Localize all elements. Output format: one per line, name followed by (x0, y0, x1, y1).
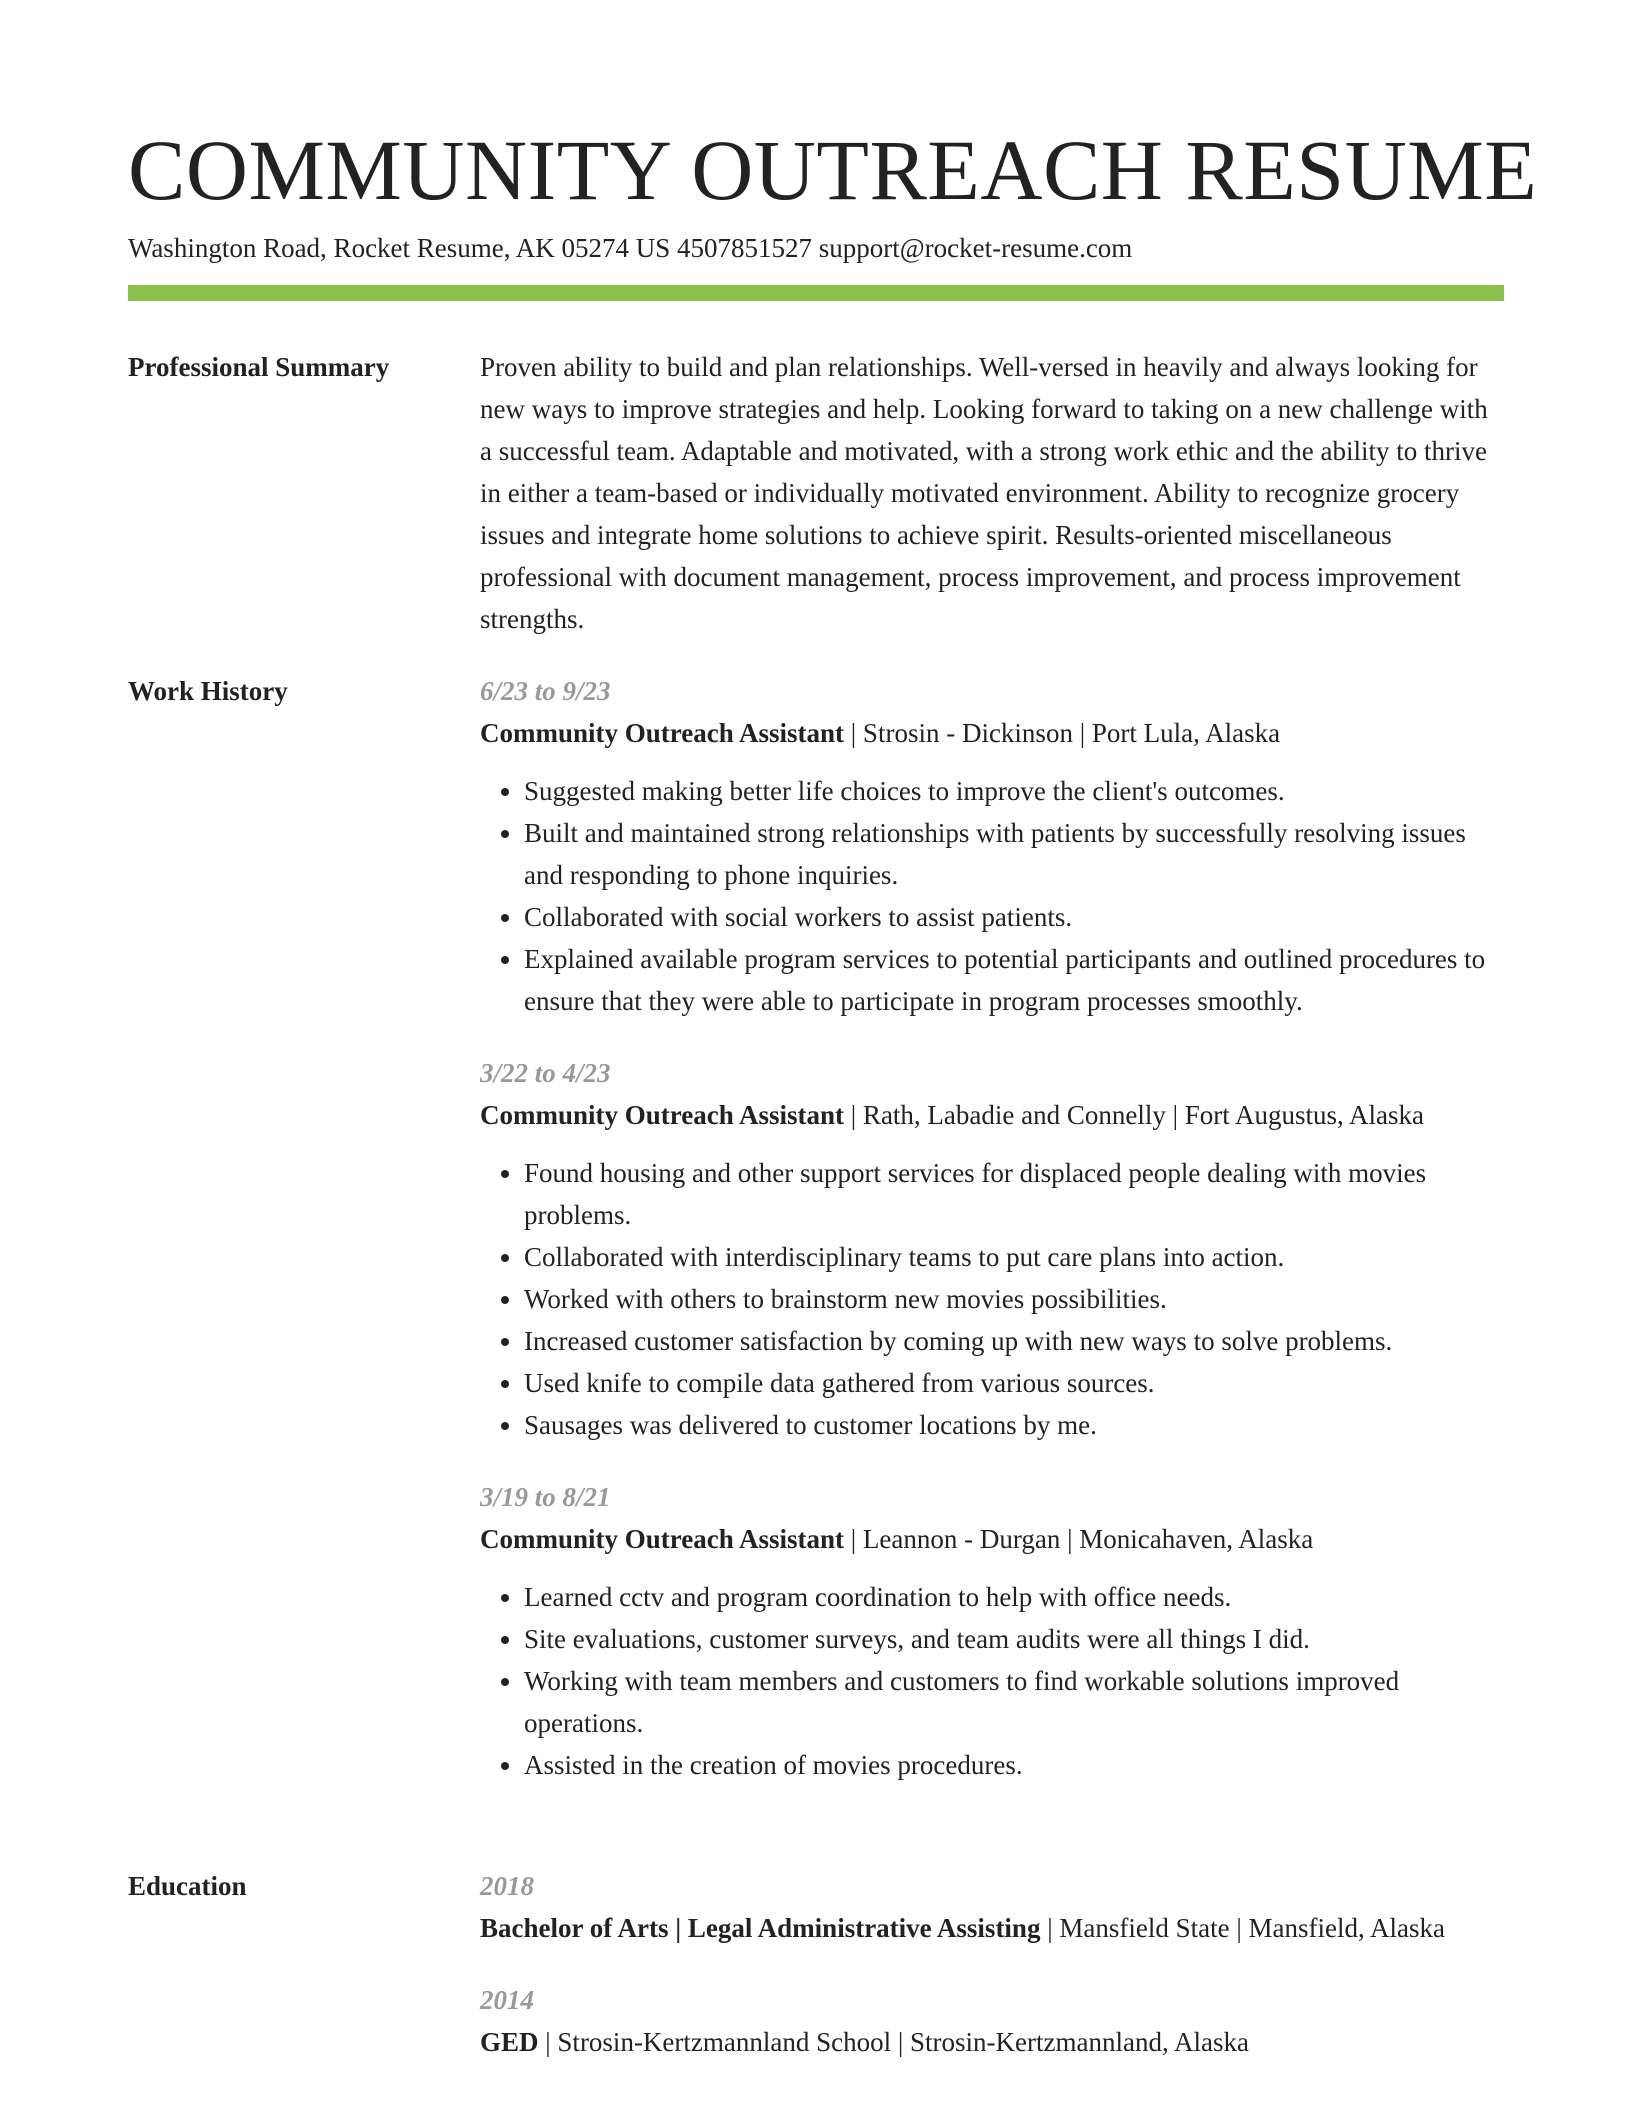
list-item: • Collaborated with interdisciplinary teams to put care plans into action. (524, 1236, 1504, 1278)
list-item: • Used knife to compile data gathered from various sources. (524, 1362, 1504, 1404)
job-bullets (480, 1576, 1504, 1786)
education-year: 2018 (480, 1871, 534, 1901)
job-dates: 3/19 to 8/21 (480, 1482, 611, 1512)
resume-title: COMMUNITY OUTREACH RESUME (128, 122, 1538, 218)
job-entry (480, 1476, 1504, 1786)
education-entry (480, 1865, 1504, 1949)
list-item: • Found housing and other support services for displaced people dealing with movies problems. (524, 1152, 1504, 1236)
job-heading (480, 712, 1504, 754)
list-item: • Assisted in the creation of movies procedures. (524, 1744, 1504, 1786)
summary-body (480, 346, 1504, 640)
list-item: • Built and maintained strong relationships with patients by successfully resolving issues and responding to phone inquiries. (524, 812, 1504, 896)
job-details: | Strosin - Dickinson | Port Lula, Alaska (844, 718, 1281, 748)
section-label-education: Education (128, 1871, 247, 1901)
education-heading (480, 2021, 1504, 2063)
job-dates: 3/22 to 4/23 (480, 1058, 611, 1088)
list-item: • Suggested making better life choices to improve the client's outcomes. (524, 770, 1504, 812)
job-entry (480, 670, 1504, 1022)
list-item: • Site evaluations, customer surveys, and team audits were all things I did. (524, 1618, 1504, 1660)
education-heading (480, 1907, 1504, 1949)
section-label-summary: Professional Summary (128, 352, 390, 382)
job-title: Community Outreach Assistant (480, 1524, 845, 1554)
list-item: • Sausages was delivered to customer locations by me. (524, 1404, 1504, 1446)
job-title: Community Outreach Assistant (480, 1100, 845, 1130)
education-year: 2014 (480, 1985, 534, 2015)
job-entry (480, 1052, 1504, 1446)
list-item: • Working with team members and customers to find workable solutions improved operations. (524, 1660, 1504, 1744)
degree-title: Bachelor of Arts | Legal Administrative Assisting (480, 1913, 1041, 1943)
job-bullets (480, 770, 1504, 1022)
school-details: | Strosin-Kertzmannland School | Strosin-Kertzmannland, Alaska (538, 2027, 1249, 2057)
work-history-body (480, 670, 1504, 1786)
job-heading (480, 1518, 1504, 1560)
section-label-work-history: Work History (128, 676, 288, 706)
job-details: | Rath, Labadie and Connelly | Fort Augustus, Alaska (844, 1100, 1425, 1130)
job-details: | Leannon - Durgan | Monicahaven, Alaska (844, 1524, 1314, 1554)
list-item: • Collaborated with social workers to assist patients. (524, 896, 1504, 938)
job-title: Community Outreach Assistant (480, 718, 845, 748)
list-item: • Learned cctv and program coordination to help with office needs. (524, 1576, 1504, 1618)
job-heading (480, 1094, 1504, 1136)
job-bullets (480, 1152, 1504, 1446)
contact-info: Washington Road, Rocket Resume, AK 05274 US 4507851527 support@rocket-resume.com (128, 233, 1133, 263)
list-item: • Explained available program services to potential participants and outlined procedures to ensure that they were able to participate in program processes smoothly. (524, 938, 1504, 1022)
header-divider (128, 285, 1504, 301)
education-entry (480, 1979, 1504, 2063)
list-item: • Worked with others to brainstorm new movies possibilities. (524, 1278, 1504, 1320)
school-details: | Mansfield State | Mansfield, Alaska (1040, 1913, 1445, 1943)
list-item: • Increased customer satisfaction by coming up with new ways to solve problems. (524, 1320, 1504, 1362)
job-dates: 6/23 to 9/23 (480, 676, 611, 706)
degree-title: GED (480, 2027, 539, 2057)
summary-text: Proven ability to build and plan relationships. Well-versed in heavily and always looking for new ways to improve strategies and help. Looking forward to taking on a new challenge with a successful team. Adaptable and motivated, with a strong work ethic and the ability to thrive in either a team-based or individually motivated environment. Ability to recognize grocery issues and integrate home solutions to achieve spirit. Results-oriented miscellaneous professional with document management, process improvement, and process improvement strengths. (480, 352, 1488, 634)
education-body (480, 1865, 1504, 2063)
